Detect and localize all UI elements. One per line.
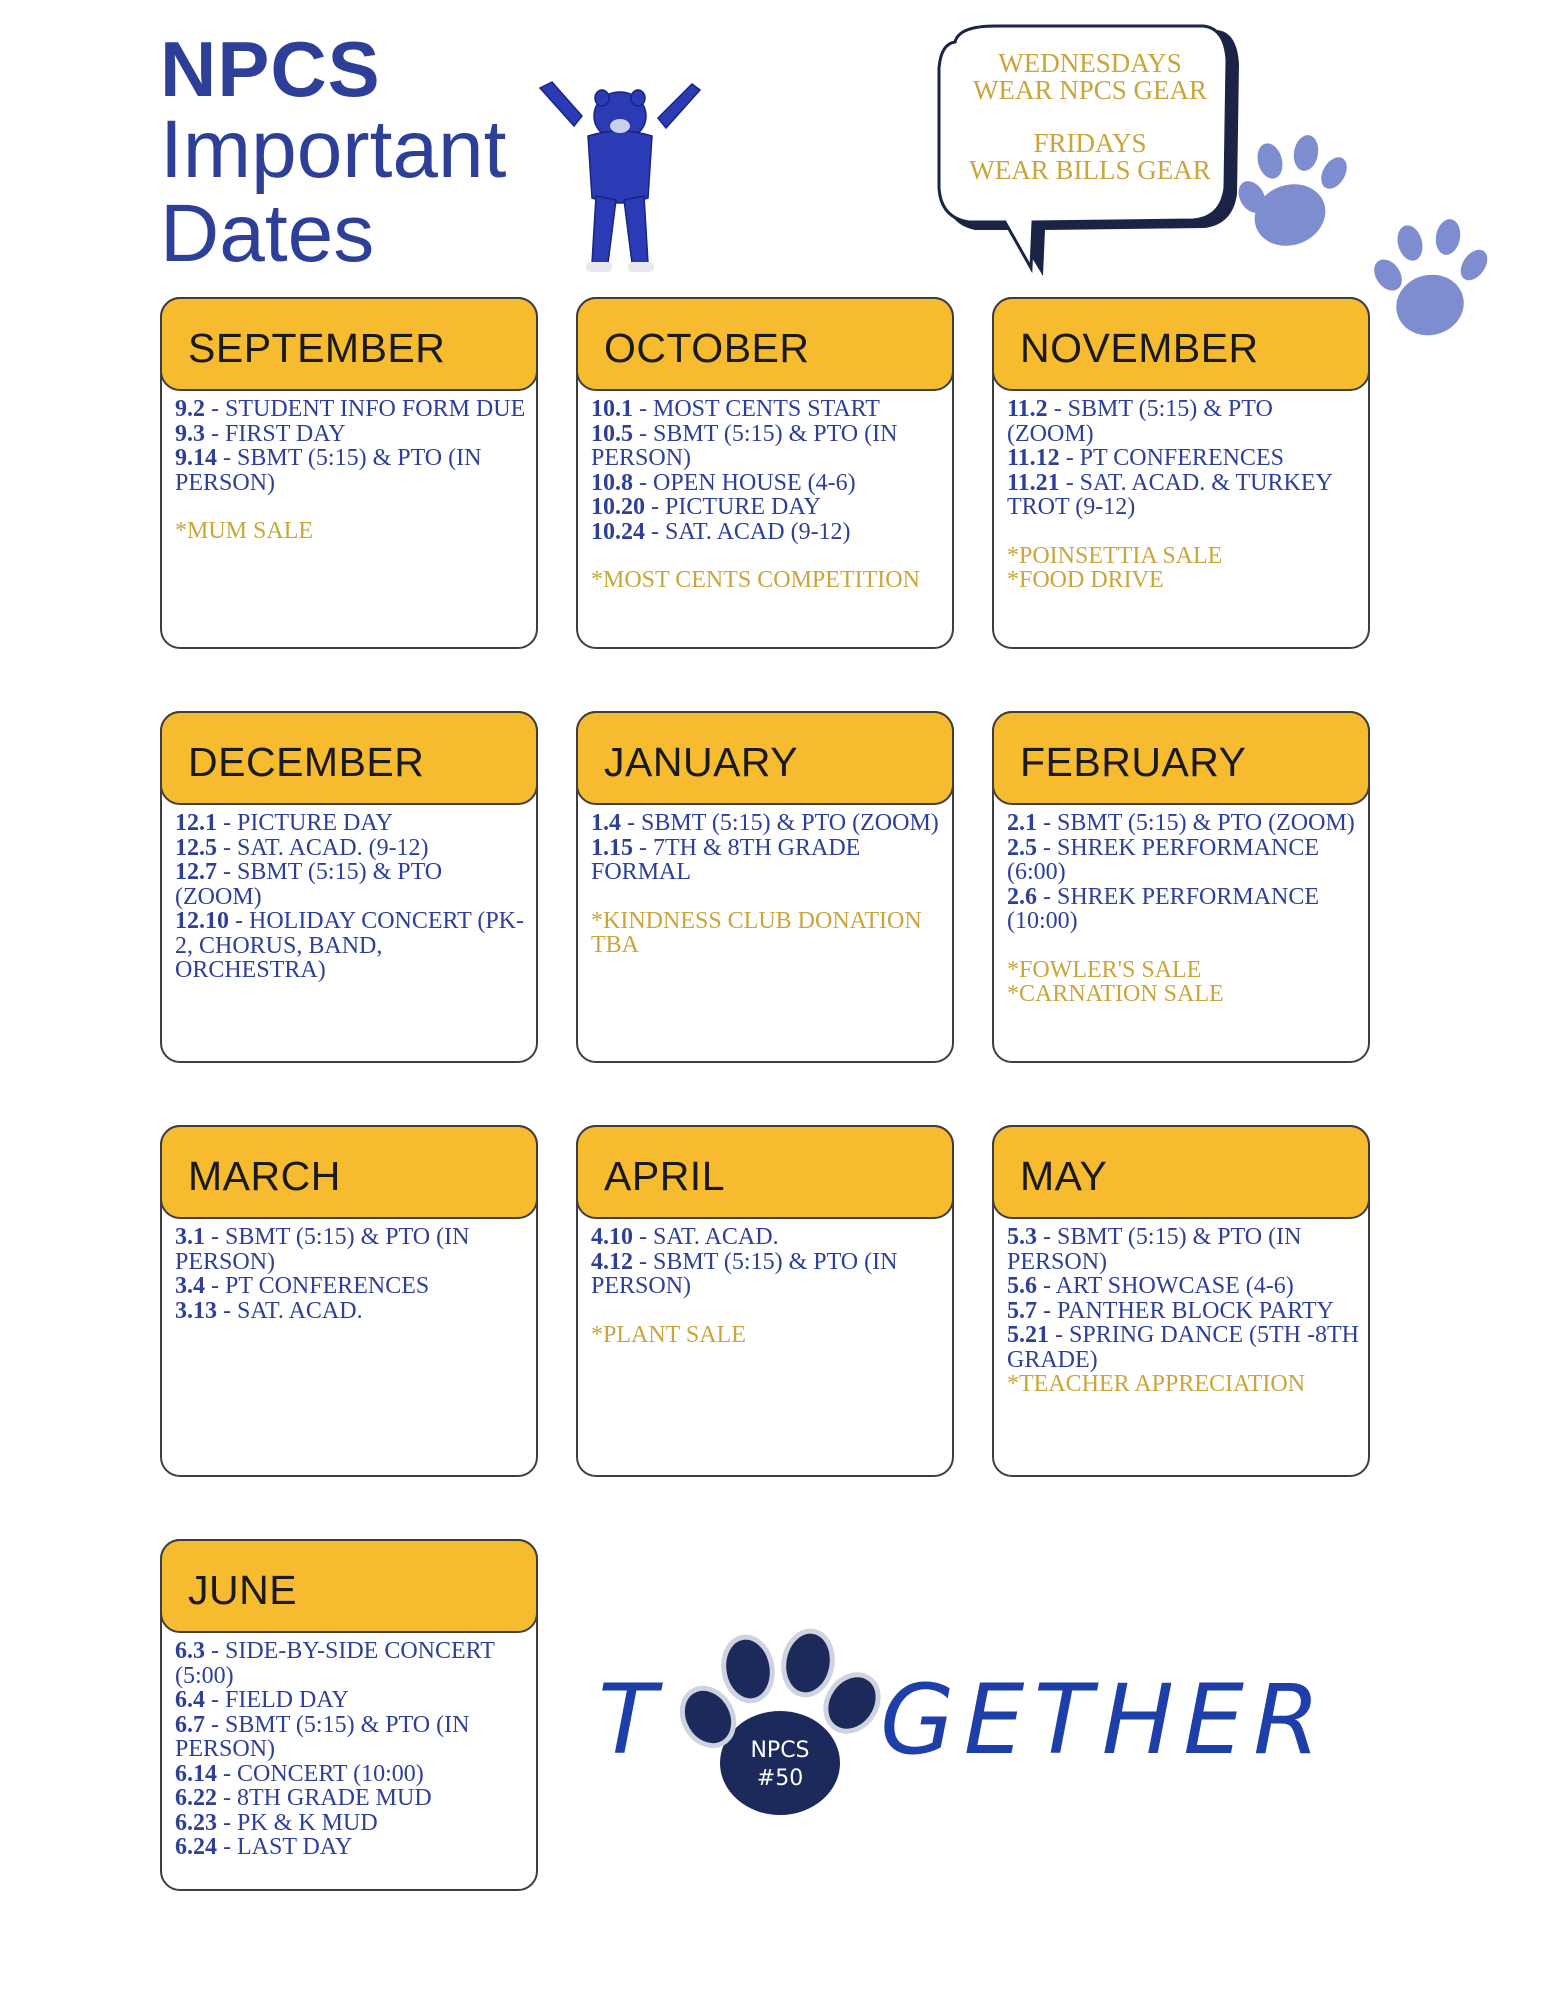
paw-logo-icon [672, 1627, 889, 1817]
event-description: - SBMT (5:15) & PTO (IN PERSON) [591, 1248, 898, 1299]
event-date: 1.15 [591, 834, 633, 861]
event-description: - SAT. ACAD (9-12) [645, 518, 851, 545]
event-date: 12.1 [175, 810, 217, 836]
event-entry [1007, 1225, 1360, 1274]
event-description: - SBMT (5:15) & PTO (IN PERSON) [175, 1711, 470, 1762]
month-card-body [175, 397, 528, 544]
event-date: 6.23 [175, 1809, 217, 1836]
event-entry [175, 1835, 528, 1860]
event-entry [1007, 446, 1360, 471]
event-date: 5.7 [1007, 1297, 1037, 1324]
event-description: - SBMT (5:15) & PTO (IN PERSON) [175, 445, 482, 496]
month-name: MARCH [188, 1153, 341, 1199]
month-card-april [576, 1125, 954, 1477]
paw-logo-text-npcs: NPCS [750, 1738, 810, 1763]
event-entry [175, 836, 528, 861]
month-name: JUNE [188, 1567, 298, 1613]
event-date: 9.3 [175, 420, 205, 447]
event-entry [591, 836, 944, 885]
event-date: 3.13 [175, 1297, 217, 1324]
paw-print-icon [1233, 133, 1352, 255]
event-date: 1.4 [591, 810, 621, 836]
event-description: - SAT. ACAD. & TURKEY TROT (9-12) [1007, 469, 1332, 520]
event-description: - SBMT (5:15) & PTO (ZOOM) [1007, 396, 1273, 447]
event-entry [1007, 1299, 1360, 1324]
event-entry [175, 1688, 528, 1713]
event-entry [175, 422, 528, 447]
event-description: - PICTURE DAY [217, 810, 393, 836]
event-date: 9.14 [175, 445, 217, 471]
event-description: - FIELD DAY [205, 1687, 349, 1713]
month-note: *MUM SALE [175, 518, 314, 544]
event-description: - SBMT (5:15) & PTO (ZOOM) [1037, 810, 1355, 836]
month-card-december [160, 711, 538, 1063]
event-description: - PANTHER BLOCK PARTY [1037, 1297, 1334, 1324]
event-description: - SHREK PERFORMANCE (10:00) [1007, 883, 1320, 934]
month-name: NOVEMBER [1020, 325, 1259, 371]
month-name: APRIL [604, 1153, 725, 1199]
page-title: NPCS [160, 25, 381, 113]
together-logo [590, 1625, 1350, 1825]
event-description: - SBMT (5:15) & PTO (IN PERSON) [175, 1224, 470, 1275]
event-entry [591, 495, 944, 520]
month-note: *MOST CENTS COMPETITION [591, 567, 920, 593]
event-date: 12.7 [175, 859, 217, 885]
event-description: - ART SHOWCASE (4-6) [1037, 1273, 1294, 1299]
event-description: - MOST CENTS START [633, 396, 880, 422]
month-name: SEPTEMBER [188, 325, 446, 371]
month-card-header [160, 711, 538, 805]
month-card-body [591, 811, 944, 958]
subtitle-line-important: Important [160, 104, 507, 195]
event-date: 6.7 [175, 1711, 205, 1738]
event-date: 11.12 [1007, 445, 1060, 471]
event-entry [175, 1713, 528, 1762]
month-card-may [992, 1125, 1370, 1477]
month-card-body [175, 1639, 528, 1860]
together-word-left: T [598, 1664, 657, 1776]
event-description: - SAT. ACAD. [217, 1297, 363, 1324]
event-description: - 8TH GRADE MUD [217, 1785, 432, 1811]
month-name: MAY [1020, 1153, 1108, 1199]
event-entry [175, 397, 528, 422]
month-card-header [576, 297, 954, 391]
event-date: 6.14 [175, 1760, 217, 1787]
event-date: 12.5 [175, 834, 217, 861]
event-date: 3.1 [175, 1224, 205, 1250]
event-entry [175, 446, 528, 495]
event-entry [1007, 1323, 1360, 1372]
event-entry [175, 1274, 528, 1299]
event-date: 11.2 [1007, 396, 1048, 422]
event-entry [591, 1225, 944, 1250]
event-description: - PK & K MUD [217, 1809, 378, 1836]
event-description: - SBMT (5:15) & PTO (IN PERSON) [1007, 1224, 1302, 1275]
event-date: 10.1 [591, 396, 633, 422]
event-date: 11.21 [1007, 469, 1060, 496]
event-description: - SPRING DANCE (5TH -8TH GRADE) [1007, 1322, 1359, 1373]
event-description: - PT CONFERENCES [1059, 445, 1284, 471]
event-entry [175, 1299, 528, 1324]
month-note: *POINSETTIA SALE [1007, 542, 1223, 569]
event-date: 5.21 [1007, 1322, 1049, 1348]
month-card-header [576, 711, 954, 805]
speech-bubble-text [940, 50, 1240, 184]
event-description: - SBMT (5:15) & PTO (IN PERSON) [591, 420, 898, 471]
event-description: - FIRST DAY [205, 420, 346, 447]
month-card-june [160, 1539, 538, 1891]
month-note: *CARNATION SALE [1007, 981, 1224, 1007]
month-card-header [576, 1125, 954, 1219]
event-date: 10.8 [591, 469, 633, 496]
event-entry [1007, 885, 1360, 934]
month-card-november [992, 297, 1370, 649]
event-date: 2.1 [1007, 810, 1037, 836]
event-date: 5.3 [1007, 1224, 1037, 1250]
month-card-body [175, 811, 528, 983]
event-description: - SAT. ACAD. (9-12) [217, 834, 429, 861]
event-date: 4.12 [591, 1248, 633, 1275]
month-note: *TEACHER APPRECIATION [1007, 1371, 1306, 1397]
event-entry [591, 1250, 944, 1299]
month-card-body [591, 1225, 944, 1347]
event-date: 10.20 [591, 494, 645, 520]
event-date: 2.5 [1007, 834, 1037, 861]
event-entry [1007, 1274, 1360, 1299]
month-card-header [992, 1125, 1370, 1219]
event-description: - SBMT (5:15) & PTO (ZOOM) [621, 810, 939, 836]
event-entry [175, 860, 528, 909]
month-note: *FOWLER'S SALE [1007, 956, 1202, 983]
event-entry [591, 422, 944, 471]
event-description: - 7TH & 8TH GRADE FORMAL [591, 834, 861, 885]
event-date: 5.6 [1007, 1273, 1037, 1299]
event-entry [175, 1762, 528, 1787]
event-description: - CONCERT (10:00) [217, 1760, 424, 1787]
month-card-header [992, 297, 1370, 391]
subtitle-line-dates: Dates [160, 188, 375, 279]
event-date: 6.4 [175, 1687, 205, 1713]
event-date: 2.6 [1007, 883, 1037, 910]
event-entry [175, 1639, 528, 1688]
event-description: - PICTURE DAY [645, 494, 821, 520]
event-description: - PT CONFERENCES [205, 1273, 430, 1299]
event-entry [175, 909, 528, 983]
event-date: 12.10 [175, 908, 229, 934]
event-date: 3.4 [175, 1273, 205, 1299]
month-card-september [160, 297, 538, 649]
event-entry [591, 397, 944, 422]
event-date: 4.10 [591, 1224, 633, 1250]
month-card-march [160, 1125, 538, 1477]
event-date: 6.22 [175, 1785, 217, 1811]
event-entry [591, 471, 944, 496]
month-card-header [992, 711, 1370, 805]
event-entry [591, 520, 944, 545]
month-card-body [1007, 1225, 1360, 1397]
event-description: - SIDE-BY-SIDE CONCERT (5:00) [175, 1638, 495, 1689]
month-name: FEBRUARY [1020, 739, 1247, 785]
event-date: 10.5 [591, 420, 633, 447]
event-date: 6.3 [175, 1638, 205, 1664]
event-entry [1007, 836, 1360, 885]
month-card-body [175, 1225, 528, 1323]
event-description: - SBMT (5:15) & PTO (ZOOM) [175, 859, 443, 910]
month-name: DECEMBER [188, 739, 425, 785]
event-date: 6.24 [175, 1834, 217, 1860]
panther-mascot-image [530, 78, 710, 278]
event-description: - LAST DAY [217, 1834, 353, 1860]
month-card-body [1007, 397, 1360, 593]
bubble-line-fridays: FRIDAYS [1033, 128, 1147, 158]
month-card-header [160, 1125, 538, 1219]
event-date: 9.2 [175, 396, 205, 422]
event-description: - SHREK PERFORMANCE (6:00) [1007, 834, 1320, 885]
month-card-february [992, 711, 1370, 1063]
month-card-header [160, 1539, 538, 1633]
month-name: OCTOBER [604, 325, 810, 371]
paw-print-icon [1368, 217, 1492, 343]
event-entry [175, 1811, 528, 1836]
page-subtitle [160, 104, 507, 279]
month-note: *PLANT SALE [591, 1321, 746, 1348]
event-entry [175, 1225, 528, 1274]
event-entry [1007, 811, 1360, 836]
event-date: 10.24 [591, 518, 645, 545]
event-description: - STUDENT INFO FORM DUE [205, 396, 526, 422]
bubble-line-wednesdays: WEDNESDAYS [998, 48, 1182, 78]
month-card-body [591, 397, 944, 593]
month-name: JANUARY [604, 739, 799, 785]
event-entry [591, 811, 944, 836]
month-card-october [576, 297, 954, 649]
month-note: *KINDNESS CLUB DONATION TBA [591, 907, 922, 958]
event-description: - OPEN HOUSE (4-6) [633, 469, 856, 496]
event-description: - HOLIDAY CONCERT (PK-2, CHORUS, BAND, ORCHESTRA) [175, 908, 525, 983]
month-note: *FOOD DRIVE [1007, 567, 1164, 593]
event-entry [1007, 397, 1360, 446]
event-description: - SAT. ACAD. [633, 1224, 779, 1250]
bubble-line-bills-gear: WEAR BILLS GEAR [969, 155, 1211, 185]
event-entry [1007, 471, 1360, 520]
event-entry [175, 1786, 528, 1811]
month-card-january [576, 711, 954, 1063]
month-card-header [160, 297, 538, 391]
together-word-right: GETHER [880, 1664, 1320, 1776]
paw-logo-text-number: #50 [756, 1766, 804, 1791]
bubble-line-npcs-gear: WEAR NPCS GEAR [972, 75, 1208, 105]
month-card-body [1007, 811, 1360, 1007]
event-entry [175, 811, 528, 836]
